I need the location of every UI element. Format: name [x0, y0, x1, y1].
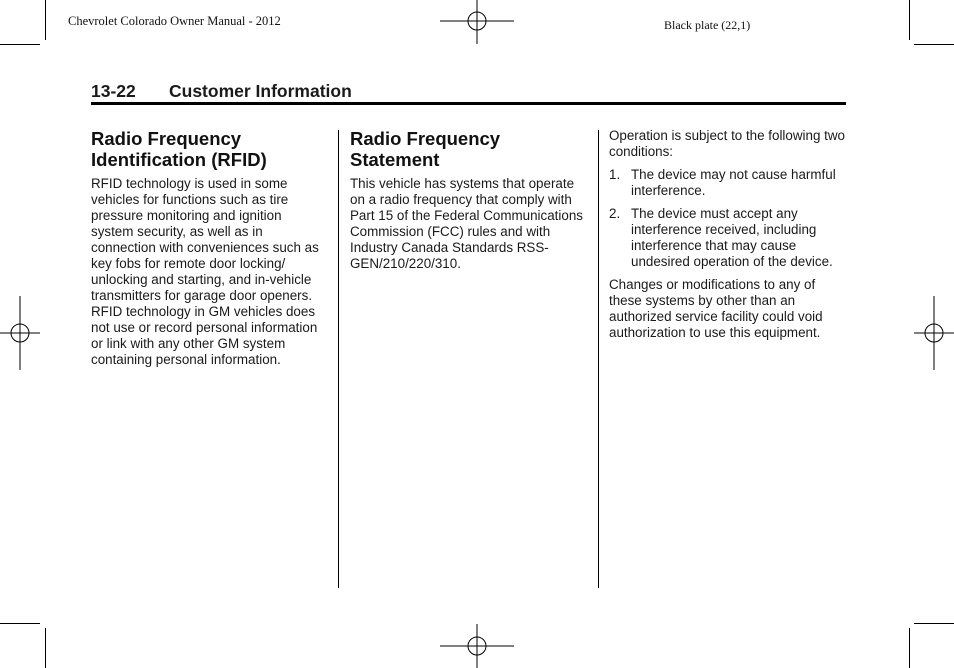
crop-mark [909, 628, 910, 668]
crop-mark [0, 44, 40, 45]
crop-mark [45, 0, 46, 40]
list-text: The device may not cause harmful interference. [631, 167, 836, 198]
column-divider [598, 130, 599, 588]
column-divider [338, 130, 339, 588]
crop-mark [45, 628, 46, 668]
conditions-list [609, 167, 846, 270]
rfid-body: RFID technology is used in some vehicles for functions such as tire pressure monitoring and ignition system security, as well as in connection with conveniences such as key fobs for remote door locking/ unlocking and starting, and in-vehicle transmitters for garage door openers. RFID technology in GM vehicles does not use or record personal information or link with any other GM system containing personal information. [91, 176, 319, 367]
list-number: 1. [609, 167, 621, 182]
radio-statement-body: This vehicle has systems that operate on a radio frequency that comply with Part 15 of the Federal Communications Commission (FCC) rules and with Industry Canada Standards RSS-GEN/210/220/310. [350, 176, 583, 271]
list-item [609, 167, 846, 199]
registration-mark-bottom [440, 624, 514, 668]
conditions-closing: Changes or modifications to any of these systems by other than an authorized service facility could void authorization to use this equipment. [609, 277, 823, 340]
list-item [609, 206, 846, 270]
crop-mark [0, 623, 40, 624]
list-number: 2. [609, 206, 621, 221]
registration-mark-left [0, 296, 40, 370]
conditions-intro: Operation is subject to the following two conditions: [609, 128, 845, 159]
rfid-heading: Radio Frequency Identification (RFID) [91, 128, 267, 170]
crop-mark [909, 0, 910, 40]
radio-statement-heading: Radio Frequency Statement [350, 128, 501, 170]
rfid-column [91, 128, 327, 375]
radio-statement-column [350, 128, 588, 279]
crop-mark [914, 44, 954, 45]
page-header [91, 80, 846, 105]
page-number: 13-22 [91, 81, 136, 101]
registration-mark-top [440, 0, 514, 44]
conditions-column [609, 128, 846, 348]
manual-title: Chevrolet Colorado Owner Manual - 2012 [68, 14, 281, 28]
list-text: The device must accept any interference received, including interference that may cause undesired operation of the device. [631, 206, 833, 269]
crop-mark [914, 623, 954, 624]
plate-label: Black plate (22,1) [664, 18, 751, 32]
section-title: Customer Information [169, 81, 352, 101]
registration-mark-right [914, 296, 954, 370]
